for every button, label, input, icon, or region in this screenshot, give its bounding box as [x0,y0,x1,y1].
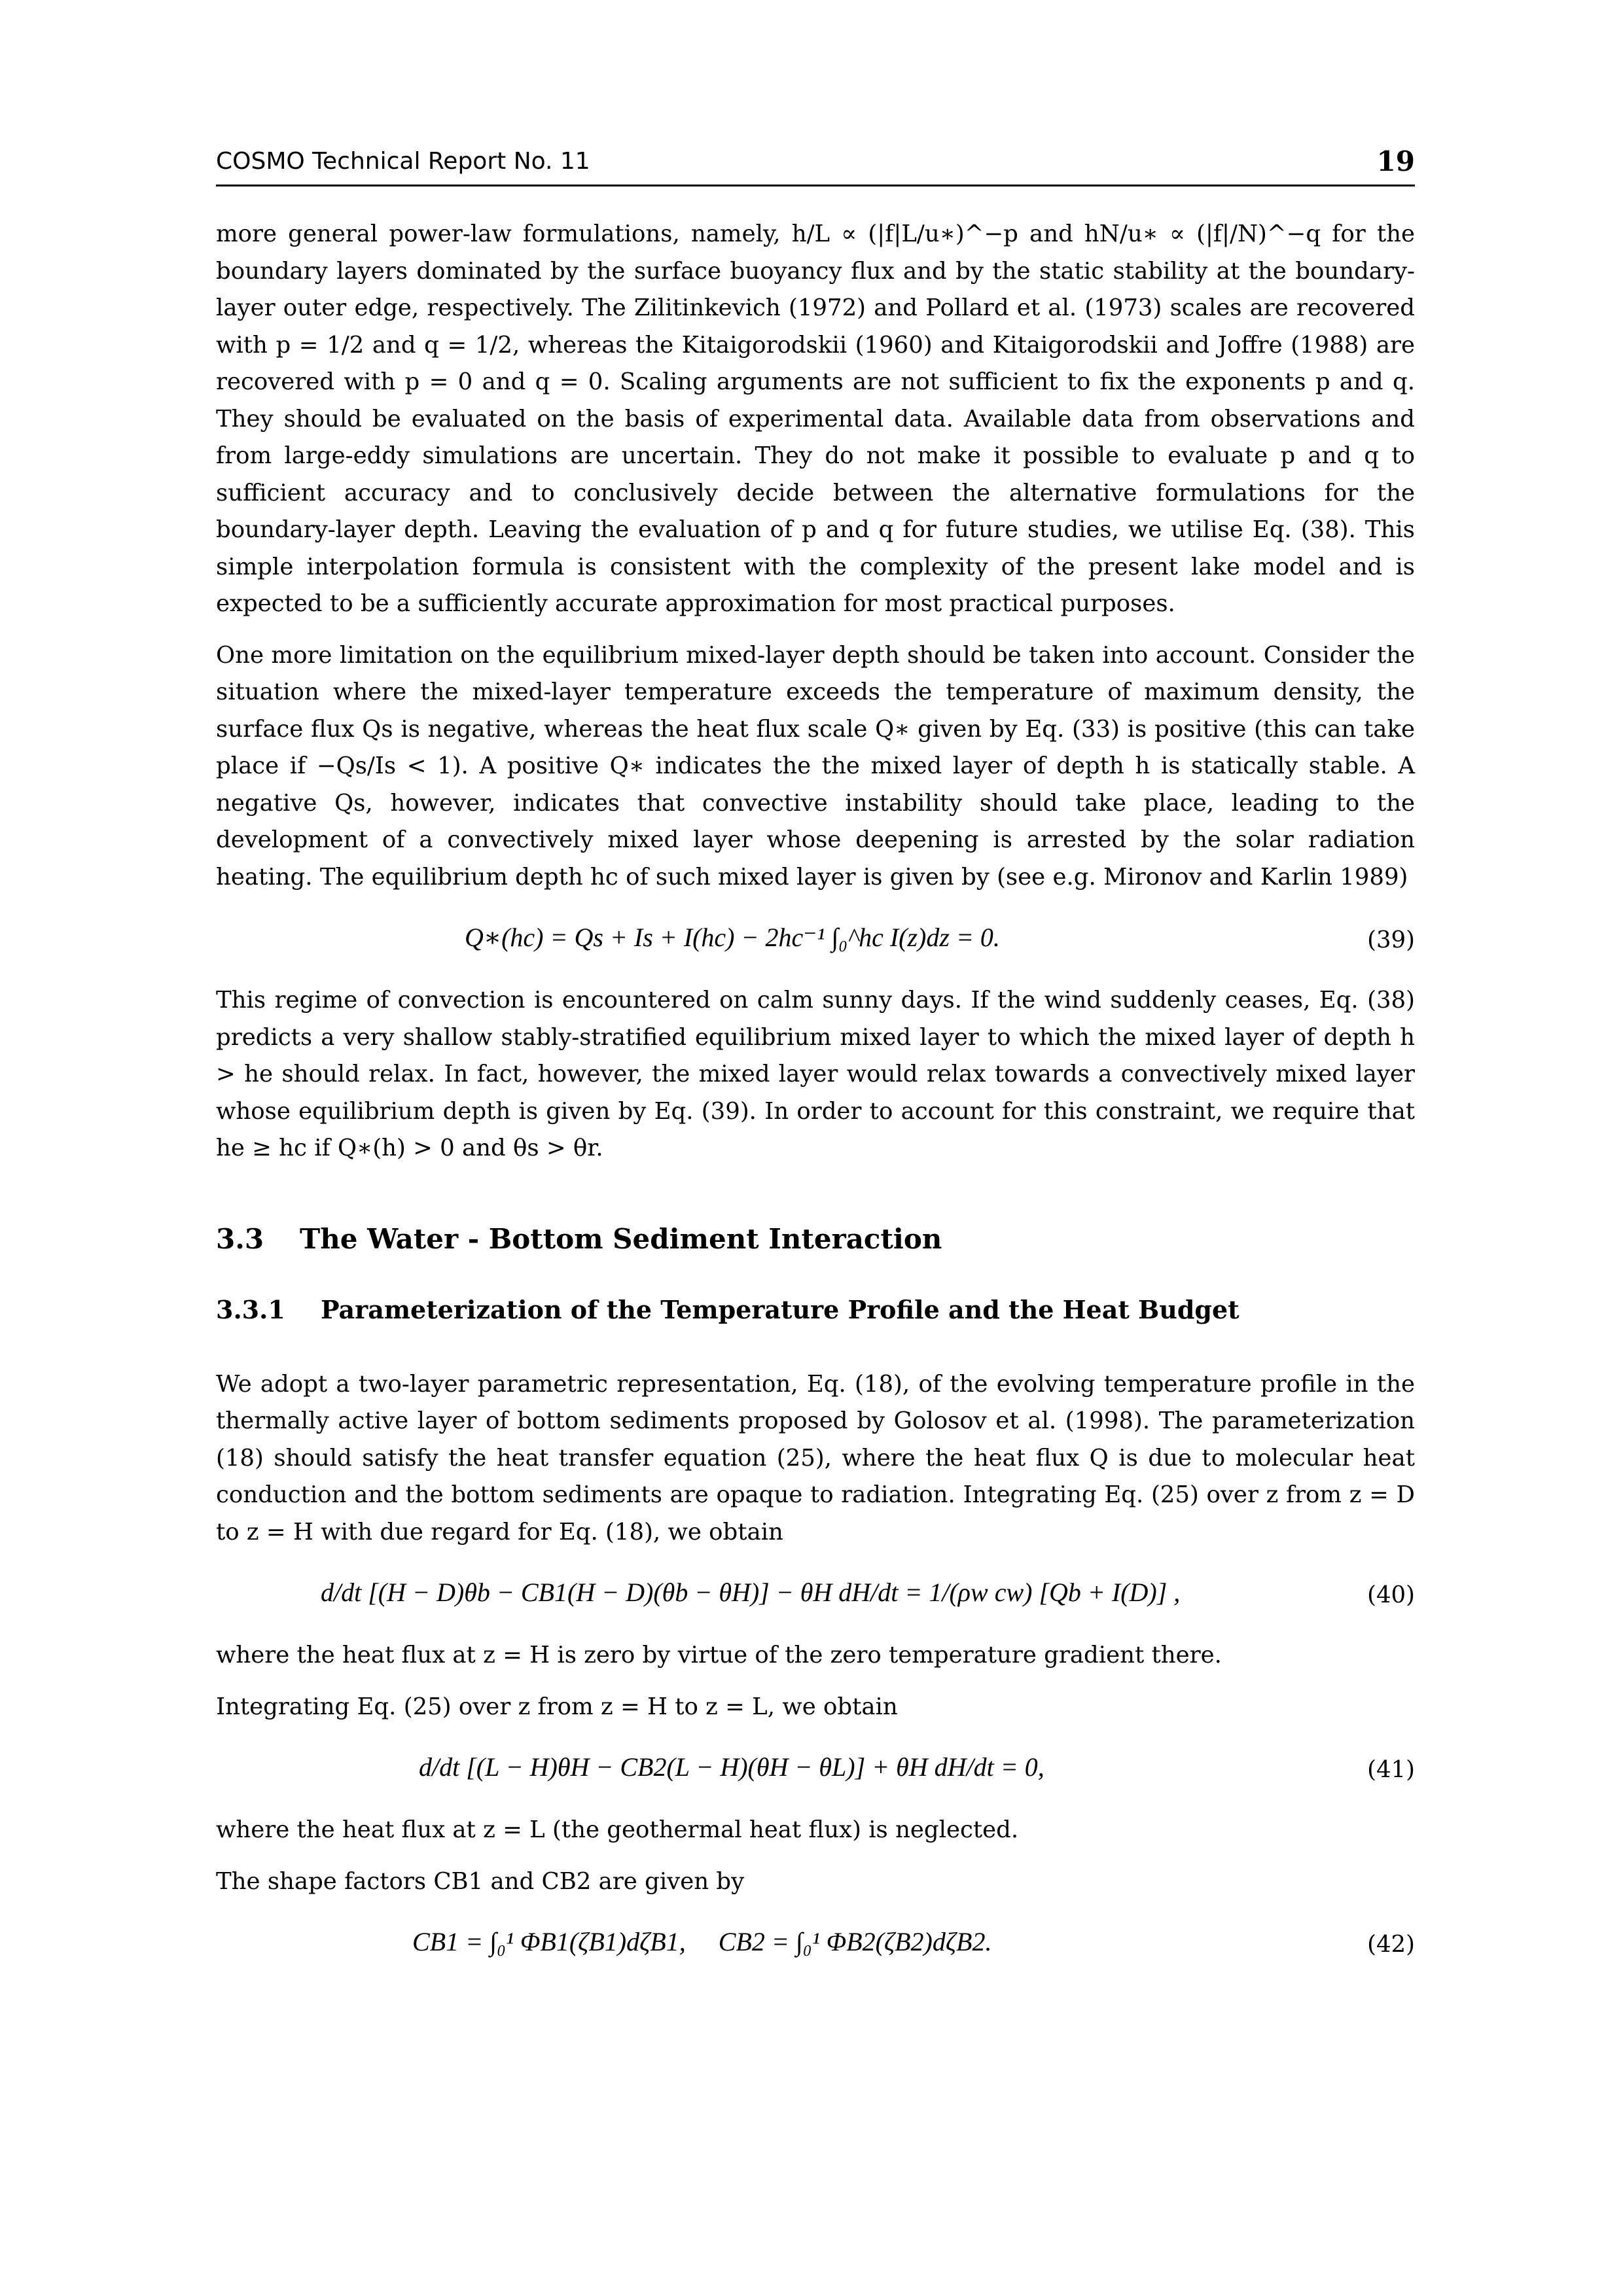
paragraph-integrating-h-l: Integrating Eq. (25) over z from z = H to z = L, we obtain [216,1693,898,1720]
paragraph-limitation: One more limitation on the equilibrium mixed-layer depth should be taken into account. Consider the situation where the mixed-layer temperature exceeds the temperature of maximum density, the surface flux Qs is negative, whereas the heat flux scale Q∗ given by Eq. (33) is positive (this can take place if −Qs/Is < 1). A positive Q∗ indicates the the mixed layer of depth h is statically stable. A negative Qs, however, indicates that convective instability should take place, leading to the development of a convectively mixed layer whose deepening is arrested by the solar radiation heating. The equilibrium depth hc of such mixed layer is given by (see e.g. Mironov and Karlin 1989) [216,641,1415,891]
equation-39-number: (39) [1367,927,1415,953]
equation-41-number: (41) [1367,1756,1415,1783]
paragraph-two-layer: We adopt a two-layer parametric representation, Eq. (18), of the evolving temperature profile in the thermally active layer of bottom sediments proposed by Golosov et al. (1998). The parameterization (18) should satisfy the heat transfer equation (25), where the heat flux Q is due to molecular heat conduction and the bottom sediments are opaque to radiation. Integrating Eq. (25) over z from z = D to z = H with due regard for Eq. (18), we obtain [216,1370,1415,1545]
subsection-number-3-3-1: 3.3.1 [216,1294,285,1324]
equation-40 [216,1565,1415,1629]
section-title-3-3: The Water - Bottom Sediment Interaction [300,1222,942,1255]
subsection-title-3-3-1: Parameterization of the Temperature Profile and the Heat Budget [321,1294,1240,1324]
page-number: 19 [1376,145,1415,177]
paragraph-geothermal: where the heat flux at z = L (the geothermal heat flux) is neglected. [216,1816,1019,1843]
equation-42-expression: CB1 = ∫₀¹ ΦB1(ζB1)dζB1, CB2 = ∫₀¹ ΦB2(ζB2)dζB2. [412,1927,992,1956]
equation-39-expression: Q∗(hc) = Qs + Is + I(hc) − 2hc⁻¹ ∫₀^hc I(z)dz = 0. [465,923,1000,952]
equation-41 [216,1740,1415,1804]
equation-40-expression: d/dt [(H − D)θb − CB1(H − D)(θb − θH)] − θH dH/dt = 1/(ρw cw) [Qb + I(D)] , [321,1578,1181,1607]
main-text [216,216,1415,1987]
equation-42 [216,1915,1415,1979]
subsection-heading-3-3-1 [216,1292,1415,1328]
section-heading-3-3 [216,1220,1415,1259]
running-header [216,145,1415,186]
equation-41-expression: d/dt [(L − H)θH − CB2(L − H)(θH − θL)] + θH dH/dt = 0, [419,1752,1044,1782]
paragraph-heat-flux-h: where the heat flux at z = H is zero by virtue of the zero temperature gradient there. [216,1642,1222,1669]
paragraph-power-law: more general power-law formulations, namely, h/L ∝ (|f|L/u∗)^−p and hN/u∗ ∝ (|f|/N)^−q for the boundary layers dominated by the surface buoyancy flux and by the static stability at the boundary-layer outer edge, respectively. The Zilitinkevich (1972) and Pollard et al. (1973) scales are recovered with p = 1/2 and q = 1/2, whereas the Kitaigorodskii (1960) and Kitaigorodskii and Joffre (1988) are recovered with p = 0 and q = 0. Scaling arguments are not sufficient to fix the exponents p and q. They should be evaluated on the basis of experimental data. Available data from observations and from large-eddy simulations are uncertain. They do not make it possible to evaluate p and q to sufficient accuracy and to conclusively decide between the alternative formulations for the boundary-layer depth. Leaving the evaluation of p and q for future studies, we utilise Eq. (38). This simple interpolation formula is consistent with the complexity of the present lake model and is expected to be a sufficiently accurate approximation for most practical purposes. [216,221,1415,617]
paragraph-shape-factors: The shape factors CB1 and CB2 are given by [216,1867,745,1895]
equation-39 [216,910,1415,974]
equation-42-number: (42) [1367,1931,1415,1958]
paragraph-convection-regime: This regime of convection is encountered on calm sunny days. If the wind suddenly ceases, Eq. (38) predicts a very shallow stably-stratified equilibrium mixed layer to which the mixed layer of depth h > he should relax. In fact, however, the mixed layer would relax towards a convectively mixed layer whose equilibrium depth is given by Eq. (39). In order to account for this constraint, we require that he ≥ hc if Q∗(h) > 0 and θs > θr. [216,987,1415,1161]
equation-40-number: (40) [1367,1581,1415,1608]
section-number-3-3: 3.3 [216,1222,264,1255]
report-title: COSMO Technical Report No. 11 [216,148,590,175]
